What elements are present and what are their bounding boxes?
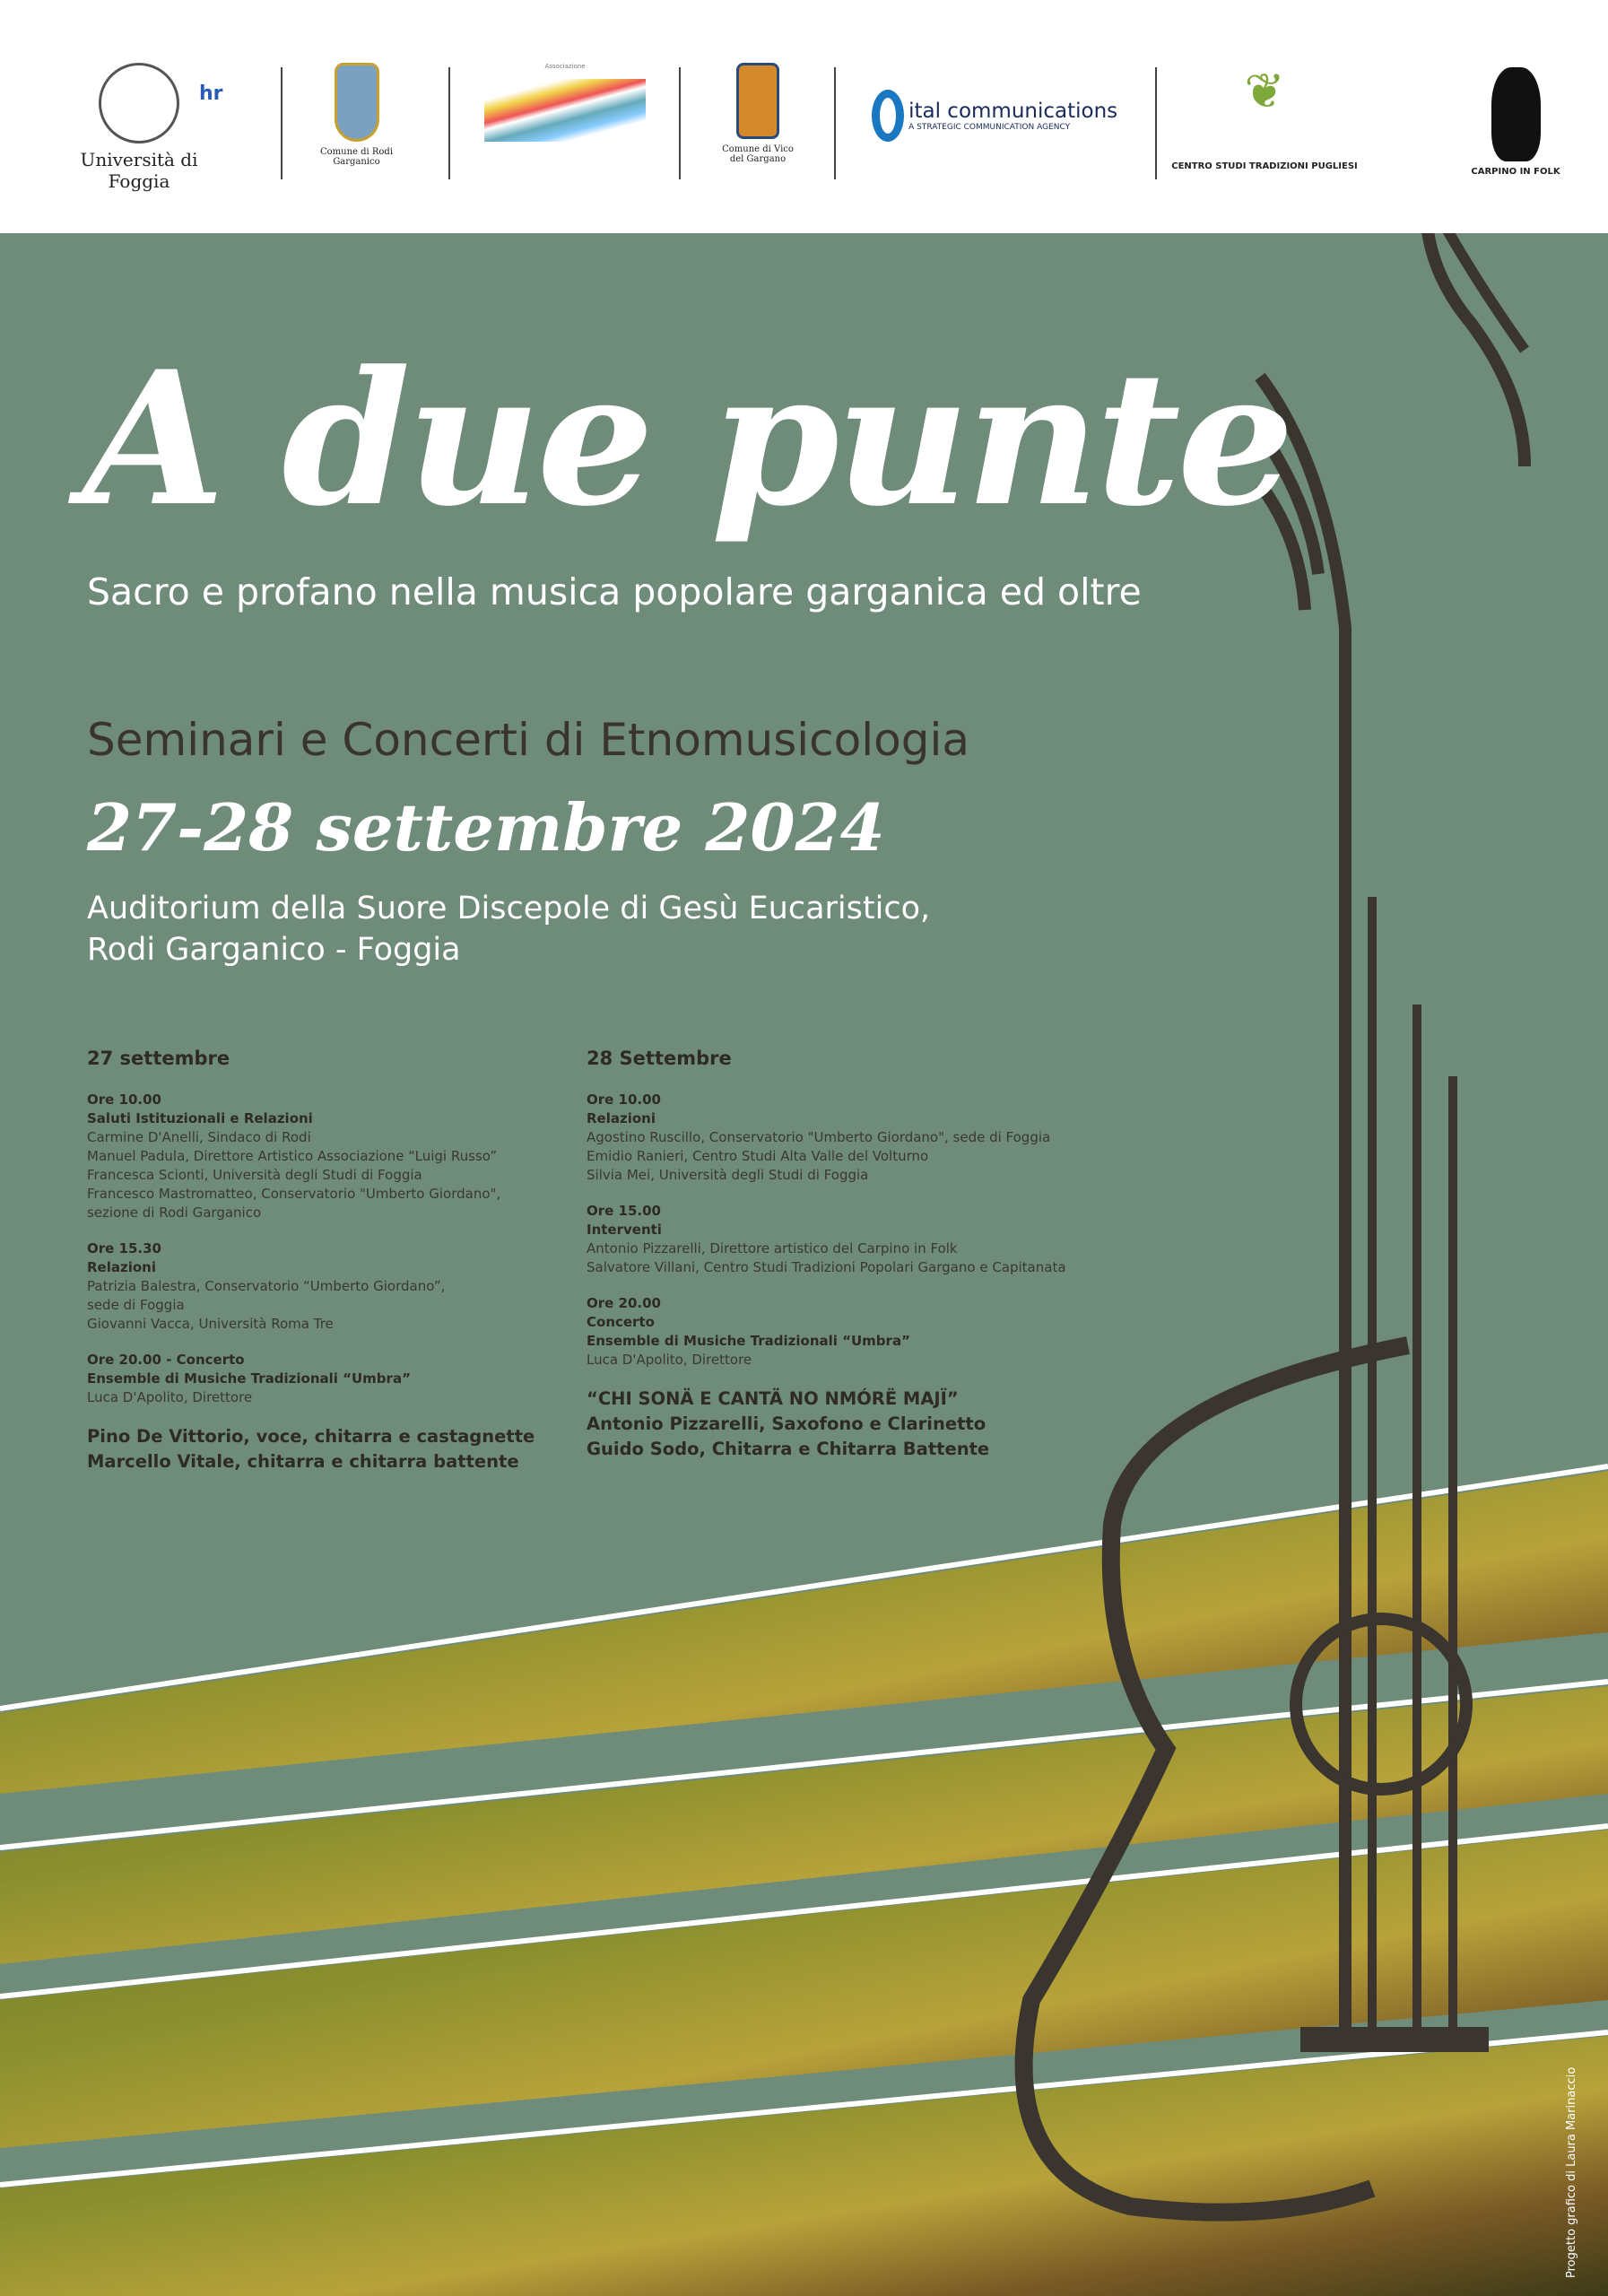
performers: “CHI SONÄ E CANTÄ NO NMÓRË MAJÏ” Antonio Pizzarelli, Saxofono e Clarinetto Guido Sodo, Chitarra e Chitarra Battente bbox=[587, 1388, 990, 1459]
event-title: A due punte bbox=[83, 332, 1291, 547]
event-subtitle: Sacro e profano nella musica popolare garganica ed oltre bbox=[87, 570, 1142, 613]
logo-universita-foggia: Università di Foggia hr bbox=[58, 63, 220, 192]
dancers-icon: ❦ bbox=[1244, 63, 1285, 119]
university-seal-icon bbox=[99, 63, 179, 144]
program-block: Ore 10.00 Saluti Istituzionali e Relazioni Carmine D'Anelli, Sindaco di Rodi Manuel Padula, Direttore Artistico Associazione “Luigi Russo” Francesca Scionti, Università degli Studi di Foggia Francesco Mastromatteo, Conservatorio "Umberto Giordano", sezione di Rodi Garganico bbox=[87, 1091, 501, 1221]
event-type: Seminari e Concerti di Etnomusicologia bbox=[87, 714, 969, 766]
logo-comune-vico: Comune di Vico del Gargano bbox=[717, 63, 798, 164]
program-block: Ore 15.30 Relazioni Patrizia Balestra, Conservatorio “Umberto Giordano”, sede di Foggia Giovanni Vacca, Università Roma Tre bbox=[87, 1240, 446, 1332]
divider bbox=[281, 67, 282, 179]
forest-image-bands bbox=[0, 1471, 1608, 2296]
divider bbox=[679, 67, 681, 179]
event-date: 27-28 settembre 2024 bbox=[87, 789, 885, 865]
program-block: Ore 10.00 Relazioni Agostino Ruscillo, Conservatorio "Umberto Giordano", sede di Foggia Emidio Ranieri, Centro Studi Alta Valle del Volturno Silvia Mei, Università degli Studi di Foggia bbox=[587, 1091, 1051, 1183]
coat-of-arms-icon bbox=[335, 63, 379, 142]
performers: Pino De Vittorio, voce, chitarra e castagnette Marcello Vitale, chitarra e chitarra battente bbox=[87, 1426, 535, 1472]
program-block: Ore 20.00 - Concerto Ensemble di Musiche Tradizionali “Umbra” Luca D'Apolito, Direttore bbox=[87, 1352, 411, 1405]
coat-of-arms-icon bbox=[736, 63, 779, 139]
logo-associazione: Associazione bbox=[484, 63, 646, 142]
tree-icon bbox=[1491, 67, 1541, 161]
ic-icon bbox=[872, 90, 904, 142]
logo-ital-communications: ital communications A STRATEGIC COMMUNICATION AGENCY bbox=[872, 90, 1141, 142]
sponsor-logo-bar bbox=[0, 0, 1608, 233]
program-block: Ore 20.00 Concerto Ensemble di Musiche Tradizionali “Umbra” Luca D'Apolito, Direttore bbox=[587, 1295, 910, 1368]
rainbow-staff-icon bbox=[484, 79, 646, 142]
program-day-2: 28 Settembre Ore 10.00 Relazioni Agostino Ruscillo, Conservatorio "Umberto Giordano", sede di Foggia Emidio Ranieri, Centro Studi Alta Valle del Volturno Silvia Mei, Università degli Studi di Foggia Ore 15.00 Interventi Antonio Pizzarelli, Direttore artistico del Carpino in Folk Salvatore Villani, Centro Studi Tradizioni Popolari Gargano e Capitanata Ore 20.00 Concerto Ensemble di Musiche Tradizionali “Umbra” Luca D'Apolito, Direttore “CHI SONÄ E CANTÄ NO NMÓRË MAJÏ” Antonio Pizzarelli, Saxofono e Clarinetto Guido Sodo, Chitarra e Chitarra Battente bbox=[587, 1048, 1125, 1462]
design-credit: Progetto grafico di Laura Marinaccio bbox=[1565, 2066, 1578, 2278]
program-block: Ore 15.00 Interventi Antonio Pizzarelli, Direttore artistico del Carpino in Folk Salvatore Villani, Centro Studi Tradizioni Popolari Gargano e Capitanata bbox=[587, 1203, 1066, 1275]
logo-centro-studi: ❦ CENTRO STUDI TRADIZIONI PUGLIESI bbox=[1152, 63, 1377, 171]
divider bbox=[448, 67, 450, 179]
divider bbox=[834, 67, 836, 179]
logo-carpino-in-folk: CARPINO IN FOLK bbox=[1453, 67, 1578, 177]
program-day-1: 27 settembre Ore 10.00 Saluti Istituzionali e Relazioni Carmine D'Anelli, Sindaco di Rodi Manuel Padula, Direttore Artistico Associazione “Luigi Russo” Francesca Scionti, Università degli Studi di Foggia Francesco Mastromatteo, Conservatorio "Umberto Giordano", sezione di Rodi Garganico Ore 15.30 Relazioni Patrizia Balestra, Conservatorio “Umberto Giordano”, sede di Foggia Giovanni Vacca, Università Roma Tre Ore 20.00 - Concerto Ensemble di Musiche Tradizionali “Umbra” Luca D'Apolito, Direttore Pino De Vittorio, voce, chitarra e castagnette Marcello Vitale, chitarra e chitarra battente bbox=[87, 1048, 625, 1474]
event-venue: Auditorium della Suore Discepole di Gesù Eucaristico, Rodi Garganico - Foggia bbox=[87, 891, 931, 968]
logo-comune-rodi: Comune di Rodi Garganico bbox=[309, 63, 404, 167]
